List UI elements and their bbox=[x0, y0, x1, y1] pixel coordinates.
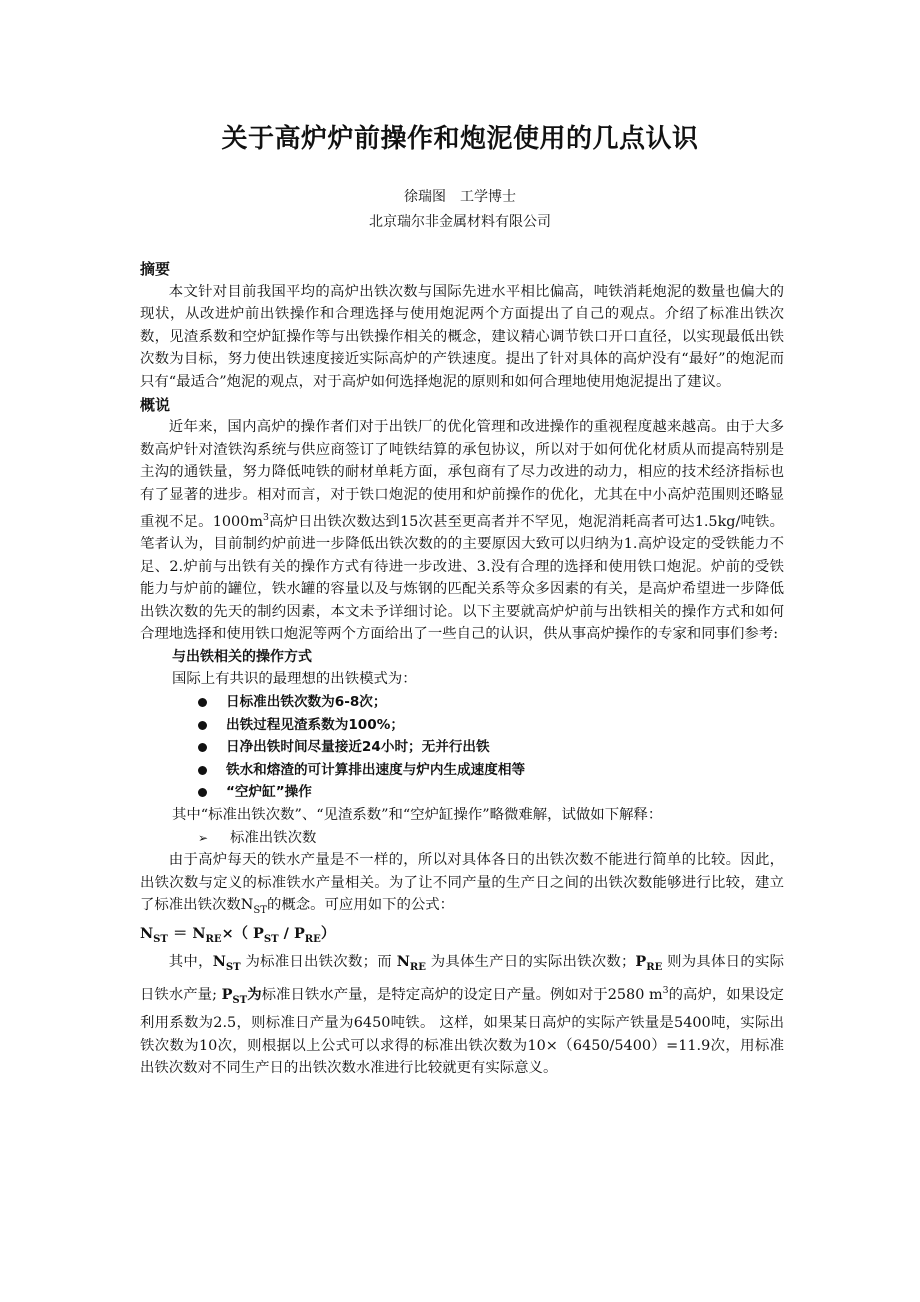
formula-explanation: 其中，$N_{ST}$ 为标准日出铁次数；而 $N_{RE}$ 为具体生产日的实际出铁次数；$P_{RE}$ 则为具体日的实际日铁水产量; $P_{ST}$为标准日铁水产量，是特定高炉的设定日产量。例如对于2580 $m^3$的高炉，如果设定利用系数为2.5，则标准日产量为6450吨铁。 这样，如果某日高炉的实际产铁量是5400吨，实际出铁次数为10次，则根据以上公式可以求得的标准出铁次数为10×（6450/5400）=11.9次，用标准出铁次数对不同生产日的出铁次数水准进行比较就更有实际意义。 bbox=[140, 953, 784, 1077]
bullet-icon bbox=[198, 743, 207, 752]
list-item: 铁水和熔渣的可计算排出速度与炉内生成速度相等 bbox=[140, 759, 784, 782]
explain-line: 其中“标准出铁次数”、“见渣系数”和“空炉缸操作”略微难解，试做如下解释： bbox=[172, 807, 663, 824]
bullet-icon bbox=[198, 766, 207, 775]
page-title: 关于高炉炉前操作和炮泥使用的几点认识 bbox=[221, 124, 699, 154]
ideal-tapping-list bbox=[140, 691, 784, 804]
bullet-icon bbox=[198, 698, 207, 707]
overview-paragraph: 近年来，国内高炉的操作者们对于出铁厂的优化管理和改进操作的重视程度越来越高。由于大多数高炉针对渣铁沟系统与供应商签订了吨铁结算的承包协议，所以对于如何优化材质从而提高特别是主沟的通铁量，努力降低吨铁的耐材单耗方面，承包商有了尽力改进的动力，相应的技术经济指标也有了显著的进步。相对而言，对于铁口炮泥的使用和炉前操作的优化，尤其在中小高炉范围则还略显重视不足。$1000m^3$高炉日出铁次数达到15次甚至更高者并不罕见，炮泥消耗高者可达1.5kg/吨铁。笔者认为，目前制约炉前进一步降低出铁次数的的主要原因大致可以归纳为1.高炉设定的受铁能力不足、2.炉前与出铁有关的操作方式有待进一步改进、3.没有合理的选择和使用铁口炮泥。炉前的受铁能力与炉前的罐位，铁水罐的容量以及与炼钢的匹配关系等众多因素的有关，是高炉希望进一步降低出铁次数的先天的制约因素，本文未予详细讨论。以下主要就高炉炉前与出铁相关的操作方式和如何合理地选择和使用铁口炮泥等两个方面给出了一些自己的认识，供从事高炉操作的专家和同事们参考: bbox=[140, 419, 784, 643]
bullet-icon bbox=[198, 788, 207, 797]
abstract-text: 本文针对目前我国平均的高炉出铁次数与国际先进水平相比偏高，吨铁消耗炮泥的数量也偏大的现状，从改进炉前出铁操作和合理选择与使用炮泥两个方面提出了自己的观点。介绍了标准出铁次数，见渣系数和空炉缸操作等与出铁操作相关的概念，建议精心调节铁口开口直径，以实现最低出铁次数为目标，努力使出铁速度接近实际高炉的产铁速度。提出了针对具体的高炉没有“最好”的炮泥而只有“最适合”炮泥的观点，对于高炉如何选择炮泥的原则和如何合理地使用炮泥提出了建议。 bbox=[140, 283, 784, 390]
bullet-icon bbox=[198, 721, 207, 730]
formula: $N_{ST} = N_{RE}\times$（ $P_{ST} / P_{RE}$） bbox=[140, 924, 336, 945]
abstract-heading: 摘要 bbox=[140, 260, 171, 278]
article-body bbox=[140, 258, 784, 1080]
author-line: 徐瑞图 工学博士 bbox=[404, 189, 516, 205]
organization-line: 北京瑞尔非金属材料有限公司 bbox=[369, 214, 551, 230]
section-intro: 国际上有共识的最理想的出铁模式为： bbox=[172, 671, 417, 688]
list-item: 日净出铁时间尽量接近24小时；无并行出铁 bbox=[140, 736, 784, 759]
overview-heading: 概说 bbox=[140, 395, 171, 414]
standard-tap-paragraph: 由于高炉每天的铁水产量是不一样的，所以对具体各日的出铁次数不能进行简单的比较。因此，出铁次数与定义的标准铁水产量相关。为了让不同产量的生产日之间的出铁次数能够进行比较，建立了标准出铁次数$N_{ST}$的概念。可应用如下的公式： bbox=[140, 852, 784, 917]
section-heading-tapping: 与出铁相关的操作方式 bbox=[172, 648, 312, 665]
list-item: 出铁过程见渣系数为100%； bbox=[140, 714, 784, 737]
arrowhead-icon: ➢ bbox=[198, 830, 209, 845]
list-item: 日标准出铁次数为6-8次； bbox=[140, 691, 784, 714]
list-item: “空炉缸”操作 bbox=[140, 781, 784, 804]
arrow-list-item: ➢ 标准出铁次数 bbox=[140, 827, 784, 850]
